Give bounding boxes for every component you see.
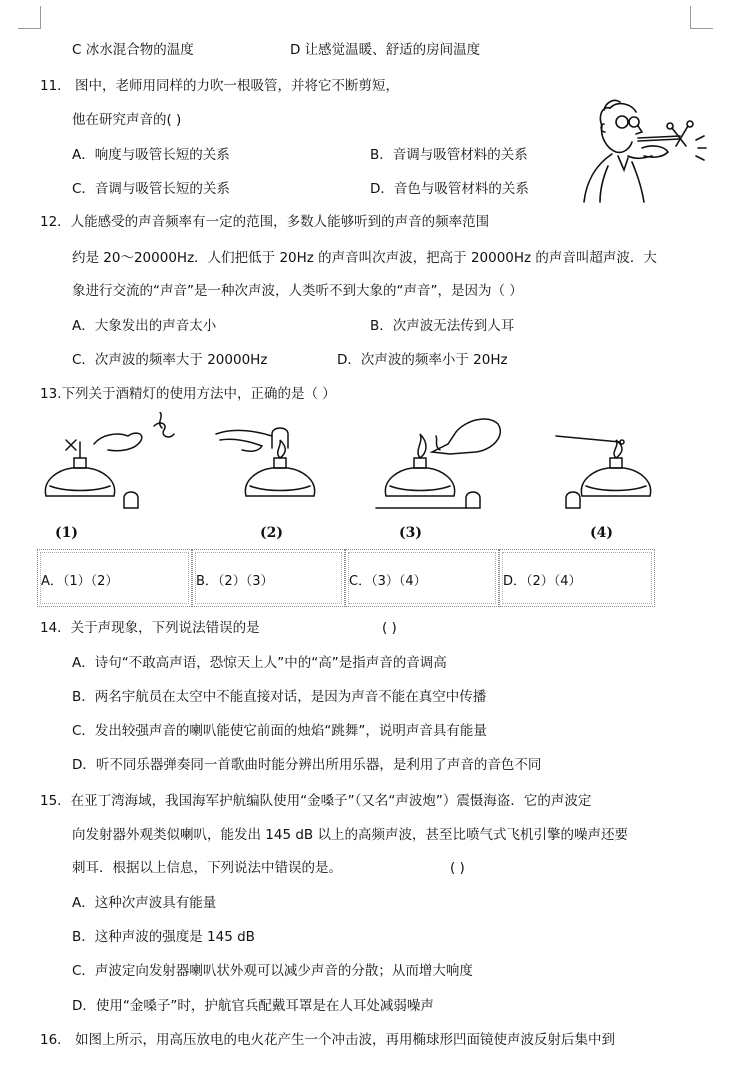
figure-label-3: (3) bbox=[399, 525, 422, 541]
q12-stem-line2: 约是 20～20000Hz．人们把低于 20Hz 的声音叫次声波，把高于 20000Hz 的声音叫超声波．大 bbox=[72, 250, 657, 266]
q14-option-c: C．发出较强声音的喇叭能使它前面的烛焰“跳舞”，说明声音具有能量 bbox=[72, 723, 487, 739]
q11-option-c: C．音调与吸管长短的关系 bbox=[72, 181, 230, 197]
q15-stem-line1: 15．在亚丁湾海域，我国海军护航编队使用“金嗓子”（又名“声波炮”）震慑海盗．它的声波定 bbox=[40, 793, 592, 809]
q14-stem: 14．关于声现象，下列说法错误的是 bbox=[40, 620, 260, 636]
q13-stem: 13.下列关于酒精灯的使用方法中，正确的是（ ） bbox=[40, 386, 336, 402]
corner-mark-left bbox=[18, 6, 41, 29]
lamp-4-lighting-with-match bbox=[556, 436, 651, 508]
q11-stem-line1: 11． 图中，老师用同样的力吹一根吸管，并将它不断剪短， bbox=[40, 78, 399, 94]
figure-label-1: (1) bbox=[55, 525, 78, 541]
lamp-3-lighting-from-another bbox=[376, 419, 500, 508]
q12-stem-line1: 12．人能感受的声音频率有一定的范围，多数人能够听到的声音的频率范围 bbox=[40, 214, 490, 230]
q13-option-cell-a bbox=[37, 549, 192, 607]
q12-option-a: A．大象发出的声音太小 bbox=[72, 318, 217, 334]
corner-mark-right bbox=[690, 6, 713, 29]
q13-options-table bbox=[37, 549, 655, 609]
q13-option-cell-c bbox=[345, 549, 499, 607]
q11-option-b: B．音调与吸管材料的关系 bbox=[370, 147, 528, 163]
q15-stem-line3: 刺耳．根据以上信息，下列说法中错误的是。 bbox=[72, 860, 342, 876]
q13-option-cell-b bbox=[192, 549, 345, 607]
q15-option-c: C．声波定向发射器喇叭状外观可以减少声音的分散；从而增大响度 bbox=[72, 963, 473, 979]
q15-answer-paren: ( ) bbox=[450, 860, 465, 876]
q12-option-c: C．次声波的频率大于 20000Hz bbox=[72, 352, 268, 368]
q13-option-a: A．（1）（2） bbox=[41, 574, 119, 589]
q13-option-cell-d bbox=[499, 549, 655, 607]
q15-stem-line2: 向发射器外观类似喇叭，能发出 145 dB 以上的高频声波，甚至比喷气式飞机引擎的噪声还要 bbox=[72, 827, 628, 843]
q12-stem-line3: 象进行交流的“声音”是一种次声波，人类听不到大象的“声音”，是因为（ ） bbox=[72, 283, 523, 299]
q15-option-b: B．这种声波的强度是 145 dB bbox=[72, 929, 255, 945]
q15-option-a: A．这种次声波具有能量 bbox=[72, 895, 217, 911]
lamp-2-cap-cover bbox=[216, 428, 315, 496]
teacher-blowing-straw-illustration bbox=[572, 96, 722, 204]
q14-option-a: A．诗句“不敢高声语，恐惊天上人”中的“高”是指声音的音调高 bbox=[72, 655, 447, 671]
q13-option-d: D．（2）（4） bbox=[503, 574, 582, 589]
option-d-previous: D 让感觉温暖、舒适的房间温度 bbox=[290, 42, 481, 58]
lamp-1-blowing-out bbox=[45, 412, 174, 508]
q11-option-d: D．音色与吸管材料的关系 bbox=[370, 181, 529, 197]
q12-option-d: D．次声波的频率小于 20Hz bbox=[337, 352, 508, 368]
q12-option-b: B．次声波无法传到人耳 bbox=[370, 318, 515, 334]
q14-answer-paren: ( ) bbox=[382, 620, 397, 636]
alcohol-lamp-figures bbox=[36, 412, 656, 524]
figure-label-4: (4) bbox=[590, 525, 613, 541]
option-c-previous: C 冰水混合物的温度 bbox=[72, 42, 194, 58]
q13-option-b: B．（2）（3） bbox=[196, 574, 274, 589]
q14-option-b: B．两名宇航员在太空中不能直接对话，是因为声音不能在真空中传播 bbox=[72, 689, 487, 705]
q11-stem-line2: 他在研究声音的( ) bbox=[72, 112, 182, 128]
q15-option-d: D．使用“金嗓子”时，护航官兵配戴耳罩是在人耳处减弱噪声 bbox=[72, 998, 434, 1014]
figure-label-2: (2) bbox=[260, 525, 283, 541]
q14-option-d: D．听不同乐器弹奏同一首歌曲时能分辨出所用乐器，是利用了声音的音色不同 bbox=[72, 757, 542, 773]
q16-stem-line1: 16． 如图上所示，用高压放电的电火花产生一个冲击波，再用椭球形凹面镜使声波反射后集中到 bbox=[40, 1032, 615, 1048]
q11-option-a: A．响度与吸管长短的关系 bbox=[72, 147, 230, 163]
q13-option-c: C．（3）（4） bbox=[349, 574, 427, 589]
